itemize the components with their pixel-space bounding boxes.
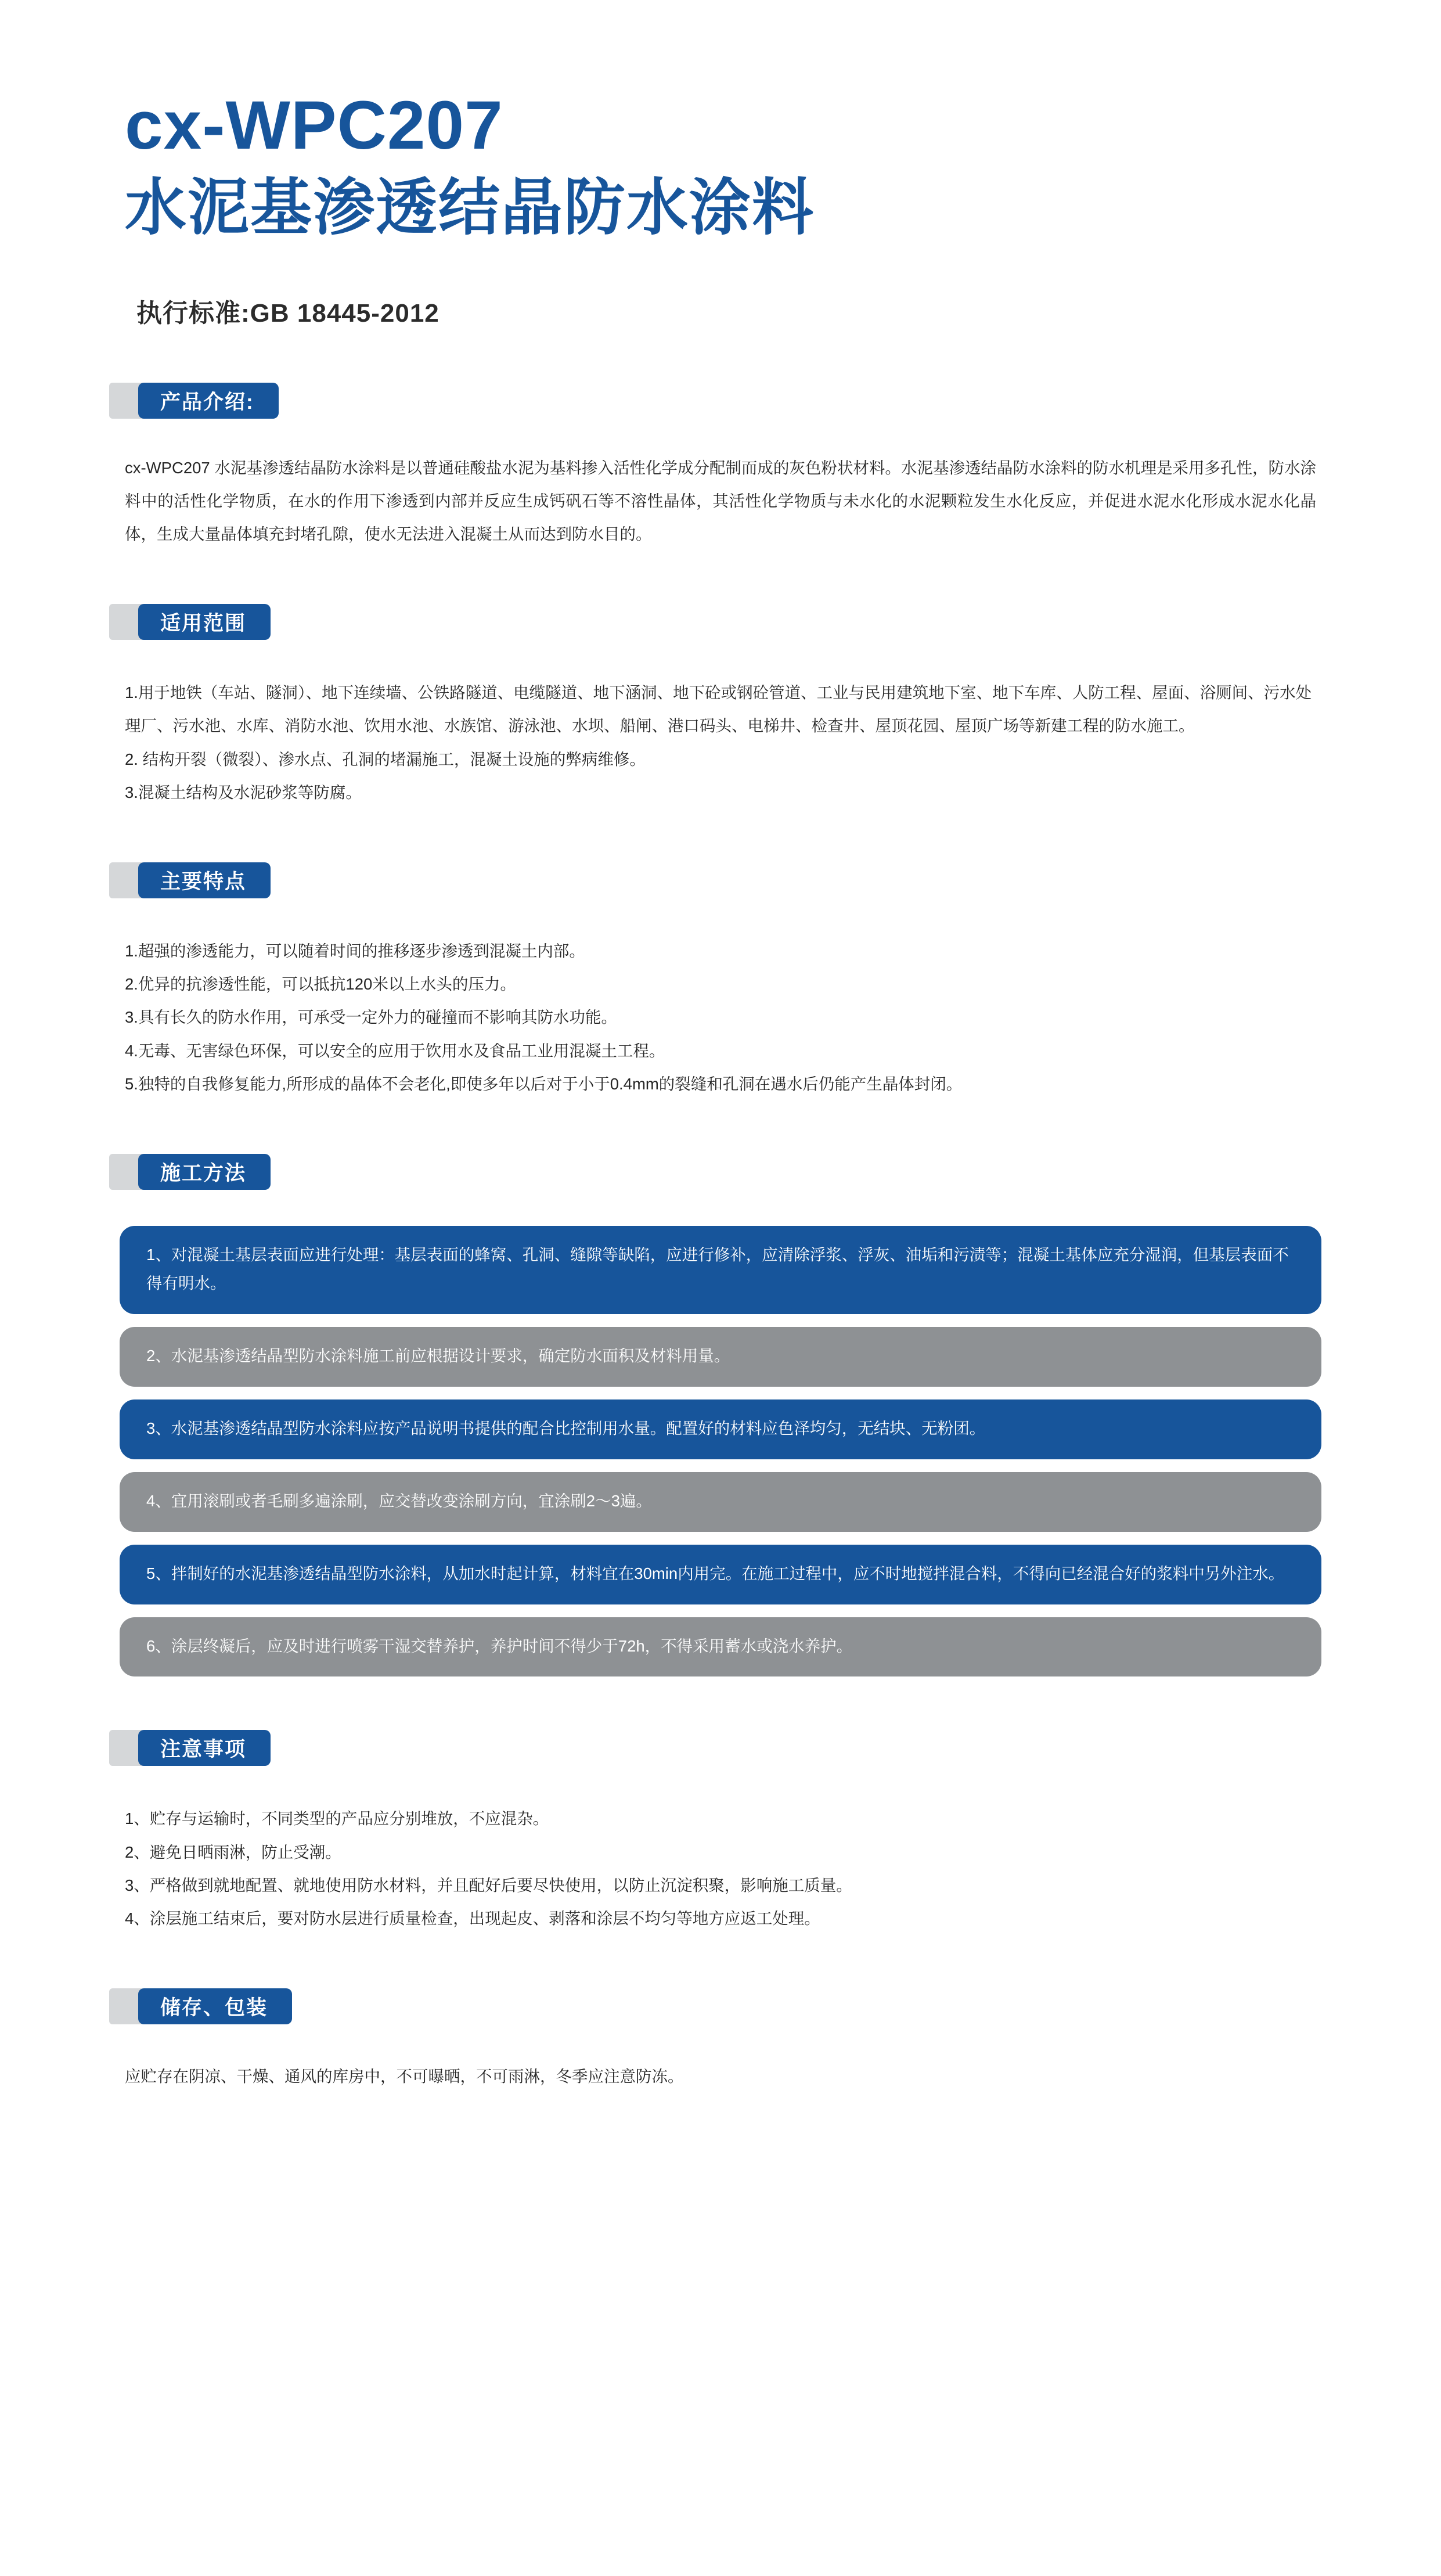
list-item: 1.超强的渗透能力，可以随着时间的推移逐步渗透到混凝土内部。 [125,941,585,960]
list-item: 应贮存在阴凉、干燥、通风的库房中，不可曝晒，不可雨淋，冬季应注意防冻。 [125,2067,684,2086]
list-item: 2. 结构开裂（微裂）、渗水点、孔洞的堵漏施工，混凝土设施的弊病维修。 [125,750,646,768]
section-precautions [0,1730,1441,1935]
product-code-title: cx-WPC207 [125,87,503,164]
section-features [0,862,1441,1100]
section-heading [109,862,1441,898]
section-body [125,1802,1316,1935]
list-item: 3.具有长久的防水作用，可承受一定外力的碰撞而不影响其防水功能。 [125,1008,617,1027]
paragraph: cx-WPC207 水泥基渗透结晶防水涂料是以普通硅酸盐水泥为基料掺入活性化学成分配制而成的灰色粉状材料。水泥基渗透结晶防水涂料的防水机理是采用多孔性，防水涂料中的活性化学物质，在水的作用下渗透到内部并反应生成钙矾石等不溶性晶体，其活性化学物质与未水化的水泥颗粒发生水化反应，并促进水泥水化形成水泥水化晶体，生成大量晶体填充封堵孔隙，使水无法进入混凝土从而达到防水目的。 [125,458,1316,544]
heading-pill [138,1730,271,1766]
heading-pill [138,383,279,419]
step-item: 3、水泥基渗透结晶型防水涂料应按产品说明书提供的配合比控制用水量。配置好的材料应色泽均匀，无结块、无粉团。 [120,1399,1321,1459]
section-heading [109,1988,1441,2024]
list-item: 4、涂层施工结束后，要对防水层进行质量检查，出现起皮、剥落和涂层不均匀等地方应返工处理。 [125,1909,820,1928]
step-item: 6、涂层终凝后，应及时进行喷雾干湿交替养护，养护时间不得少于72h，不得采用蓄水或浇水养护。 [120,1617,1321,1677]
section-heading [109,604,1441,640]
list-item: 3、严格做到就地配置、就地使用防水材料，并且配好后要尽快使用，以防止沉淀积聚，影响施工质量。 [125,1876,852,1894]
section-construction-method [0,1154,1441,1677]
section-heading-label: 主要特点 [160,870,247,893]
step-item: 5、拌制好的水泥基渗透结晶型防水涂料，从加水时起计算，材料宜在30min内用完。在施工过程中，应不时地搅拌混合料，不得向已经混合好的浆料中另外注水。 [120,1545,1321,1604]
steps-list [120,1226,1321,1677]
section-body [125,451,1316,551]
section-heading-label: 产品介绍: [160,390,254,413]
list-item: 2.优异的抗渗透性能，可以抵抗120米以上水头的压力。 [125,975,516,994]
section-heading [109,1154,1441,1190]
standard-line: 执行标准:GB 18445-2012 [136,298,439,328]
section-heading-label: 适用范围 [160,612,247,635]
page-header [0,0,1441,329]
step-item: 2、水泥基渗透结晶型防水涂料施工前应根据设计要求，确定防水面积及材料用量。 [120,1327,1321,1387]
section-heading [109,383,1441,419]
list-item: 3.混凝土结构及水泥砂浆等防腐。 [125,783,362,801]
section-body [125,676,1316,809]
step-item: 4、宜用滚刷或者毛刷多遍涂刷，应交替改变涂刷方向，宜涂刷2～3遍。 [120,1472,1321,1532]
list-item: 1.用于地铁（车站、隧洞）、地下连续墙、公铁路隧道、电缆隧道、地下涵洞、地下砼或钢砼管道、工业与民用建筑地下室、地下车库、人防工程、屋面、浴厕间、污水处理厂、污水池、水库、消防水池、饮用水池、水族馆、游泳池、水坝、船闸、港口码头、电梯井、检查井、屋顶花园、屋顶广场等新建工程的防水施工。 [125,683,1312,735]
section-heading-label: 注意事项 [160,1738,247,1761]
product-name-title: 水泥基渗透结晶防水涂料 [125,174,815,243]
list-item: 5.独特的自我修复能力,所形成的晶体不会老化,即使多年以后对于小于0.4mm的裂缝和孔洞在遇水后仍能产生晶体封闭。 [125,1074,963,1093]
section-heading-label: 施工方法 [160,1161,247,1185]
list-item: 1、贮存与运输时，不同类型的产品应分别堆放，不应混杂。 [125,1809,549,1828]
section-scope [0,604,1441,809]
section-body [125,934,1316,1100]
heading-pill [138,604,271,640]
section-heading [109,1730,1441,1766]
section-heading-label: 储存、包装 [160,1996,268,2020]
section-storage-packaging [0,1988,1441,2092]
heading-pill [138,1988,292,2024]
list-item: 4.无毒、无害绿色环保，可以安全的应用于饮用水及食品工业用混凝土工程。 [125,1041,665,1060]
list-item: 2、避免日晒雨淋，防止受潮。 [125,1843,341,1861]
step-item: 1、对混凝土基层表面应进行处理：基层表面的蜂窝、孔洞、缝隙等缺陷，应进行修补，应清除浮浆、浮灰、油垢和污渍等；混凝土基体应充分湿润，但基层表面不得有明水。 [120,1226,1321,1314]
heading-pill [138,862,271,898]
heading-pill [138,1154,271,1190]
section-body [125,2060,1316,2092]
section-product-intro [0,383,1441,551]
